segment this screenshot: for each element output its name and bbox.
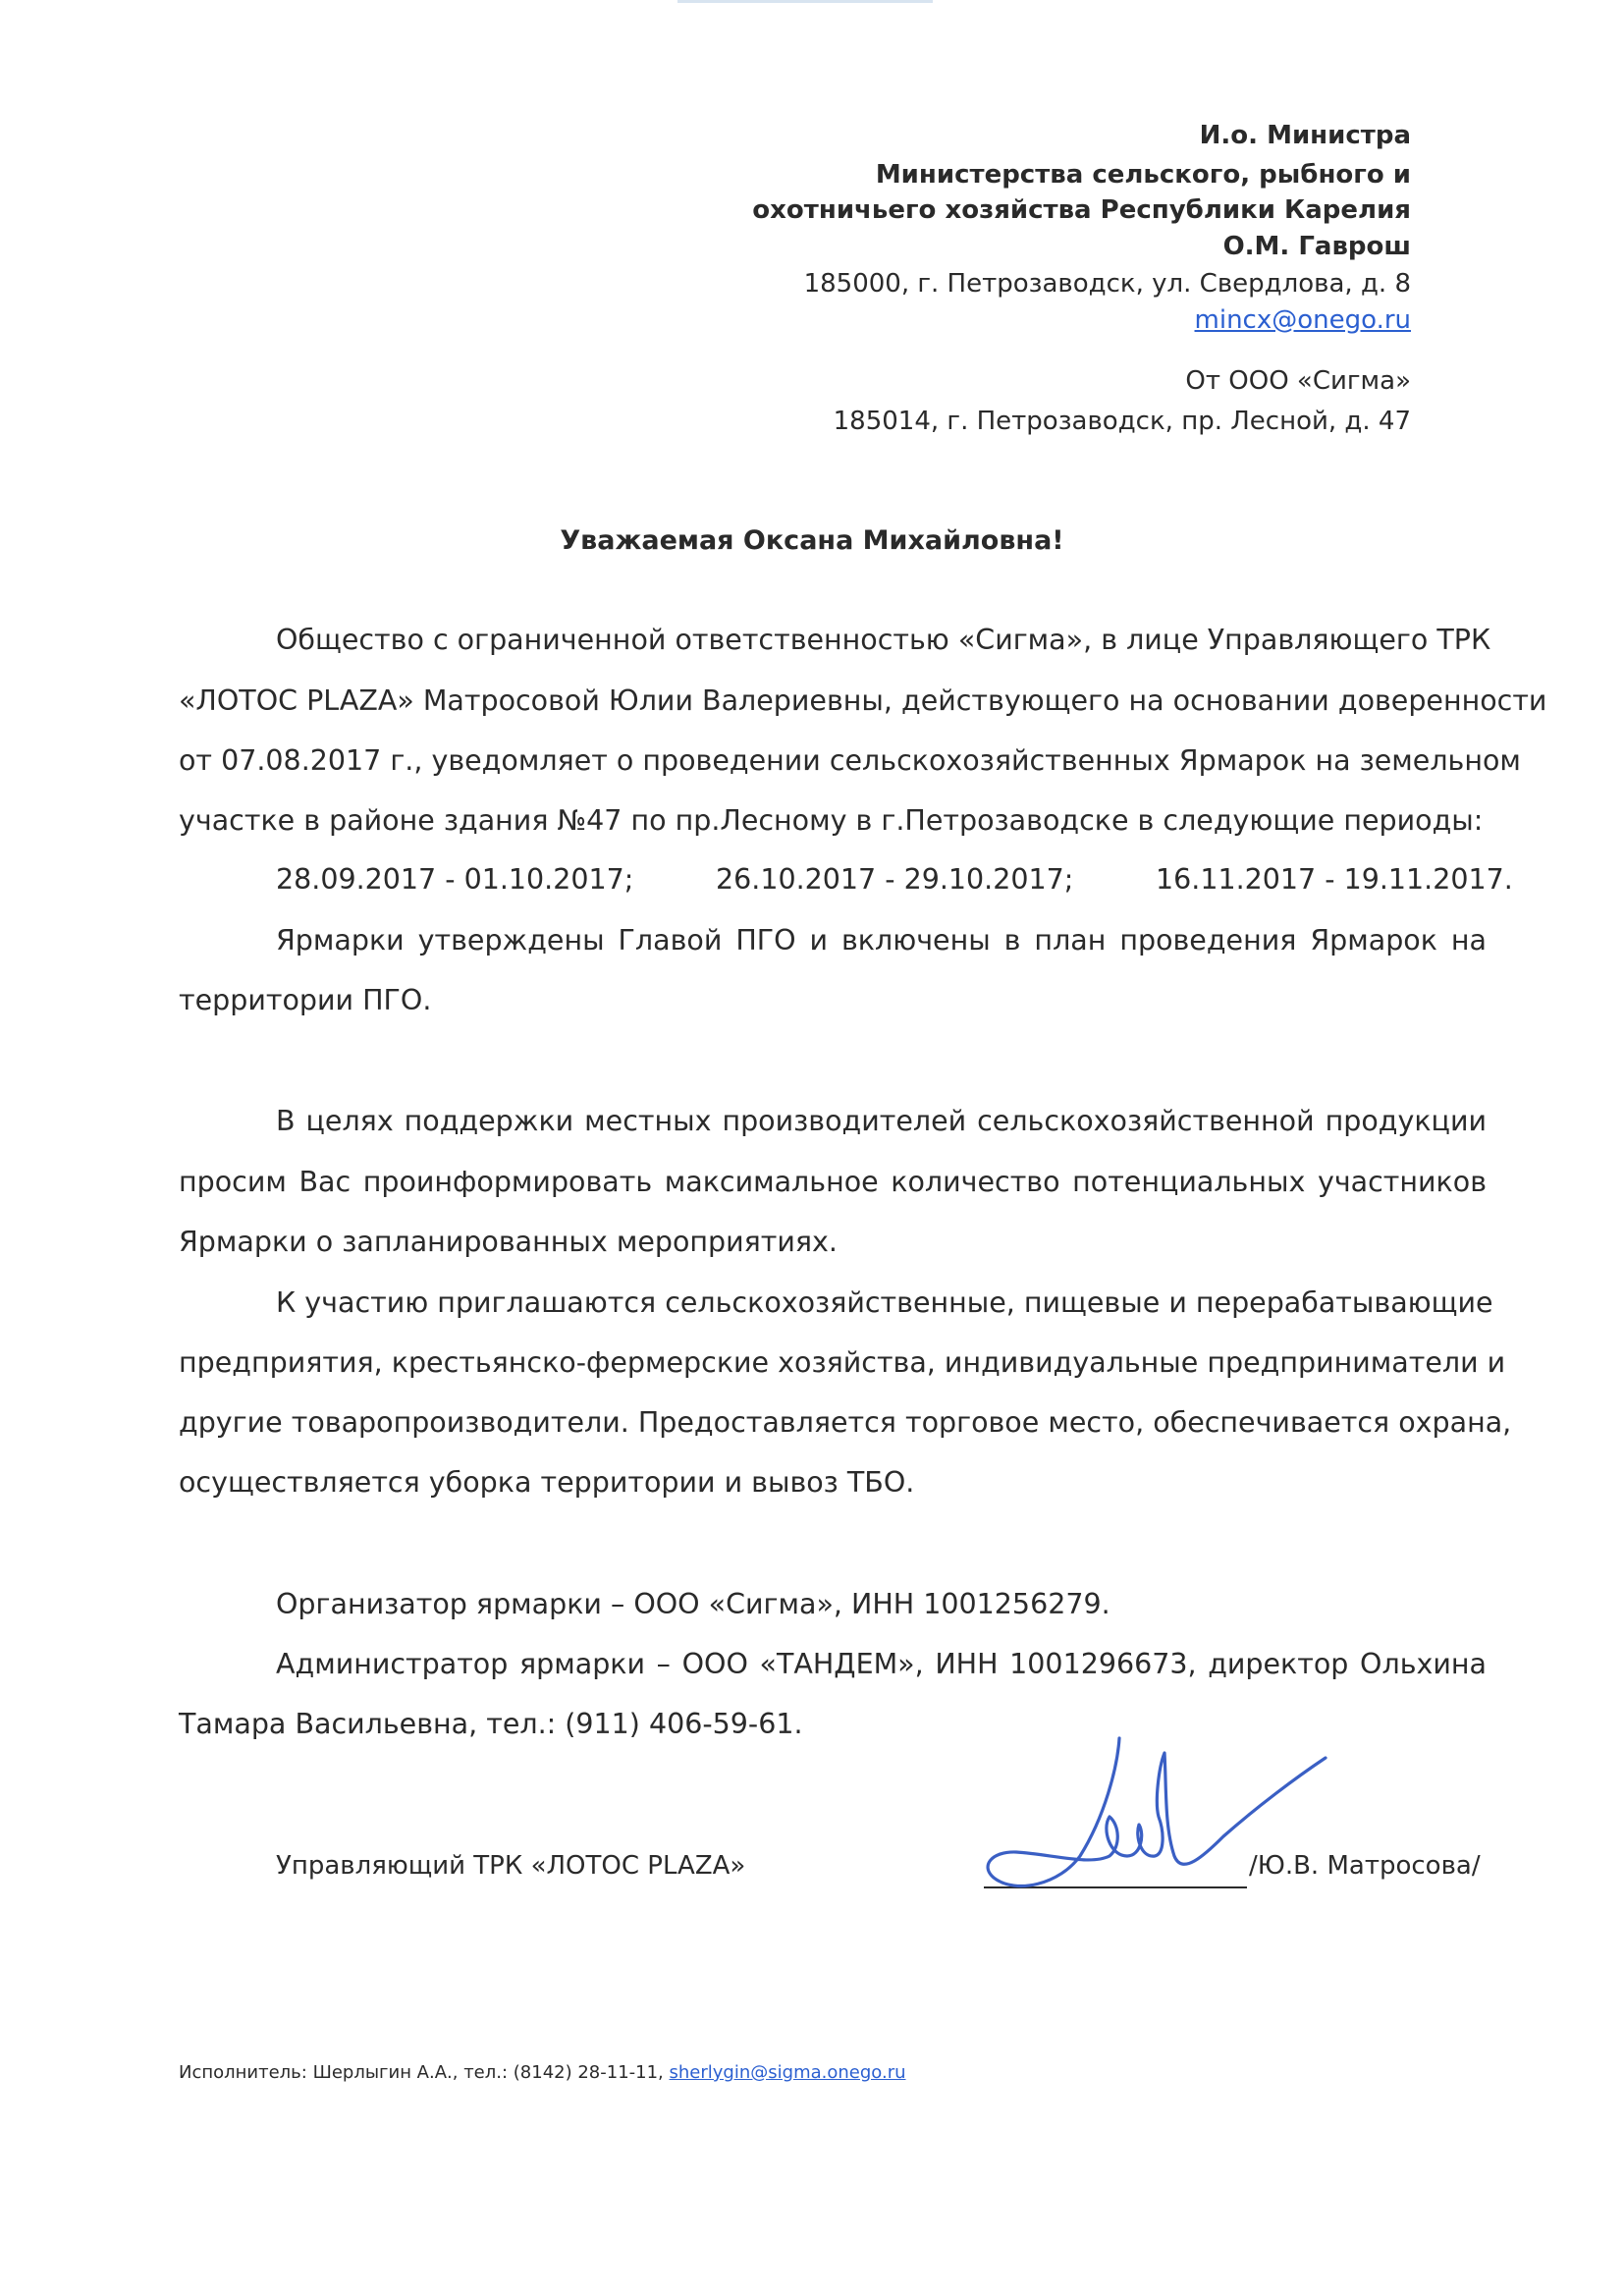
organizer-line: Организатор ярмарки – ООО «Сигма», ИНН 1001256279. [276, 1588, 1110, 1620]
paragraph-line: В целях поддержки местных производителей сельскохозяйственной продукции [276, 1105, 1487, 1137]
recipient-org-line2: охотничьего хозяйства Республики Карелия [752, 195, 1411, 225]
administrator-line: Администратор ярмарки – ООО «ТАНДЕМ», ИНН 1001296673, директор Ольхина [276, 1648, 1487, 1680]
paragraph-line: территории ПГО. [179, 984, 432, 1016]
paragraph-line: Ярмарки утверждены Главой ПГО и включены в план проведения Ярмарок на [276, 924, 1487, 956]
sender-from: От ООО «Сигма» [1185, 366, 1411, 396]
paragraph-line: участке в районе здания №47 по пр.Лесному в г.Петрозаводске в следующие периоды: [179, 804, 1484, 837]
executor-email-link[interactable]: sherlygin@sigma.onego.ru [669, 2062, 906, 2083]
recipient-email-wrap [1195, 307, 1411, 333]
period-3: 16.11.2017 - 19.11.2017. [1156, 863, 1513, 896]
paragraph-line: предприятия, крестьянско-фермерские хозяйства, индивидуальные предприниматели и [179, 1346, 1506, 1379]
period-2: 26.10.2017 - 29.10.2017; [716, 863, 1074, 896]
signatory-name: /Ю.В. Матросова/ [1249, 1851, 1481, 1881]
paragraph-line: от 07.08.2017 г., уведомляет о проведении сельскохозяйственных Ярмарок на земельном [179, 744, 1521, 777]
paragraph-line: Общество с ограниченной ответственностью «Сигма», в лице Управляющего ТРК [276, 624, 1491, 656]
paragraph-line: другие товаропроизводители. Предоставляется торговое место, обеспечивается охрана, [179, 1406, 1512, 1439]
signatory-title: Управляющий ТРК «ЛОТОС PLAZA» [276, 1851, 746, 1881]
paragraph-line: «ЛОТОС PLAZA» Матросовой Юлии Валериевны, действующего на основании доверенности [179, 684, 1547, 717]
paragraph-line: К участию приглашаются сельскохозяйственные, пищевые и перерабатывающие [276, 1286, 1493, 1319]
recipient-email-link[interactable]: mincx@onego.ru [1194, 305, 1411, 335]
executor-info: Исполнитель: Шерлыгин А.А., тел.: (8142) 28-11-11, [179, 2062, 664, 2083]
recipient-name: О.М. Гаврош [1222, 232, 1411, 261]
scan-artifact [677, 0, 933, 3]
recipient-position: И.о. Министра [1199, 121, 1411, 150]
paragraph-line: Ярмарки о запланированных мероприятиях. [179, 1226, 838, 1258]
executor-footer [179, 2062, 906, 2083]
greeting: Уважаемая Оксана Михайловна! [560, 525, 1064, 556]
recipient-org-line1: Министерства сельского, рыбного и [875, 160, 1411, 190]
paragraph-line: осуществляется уборка территории и вывоз ТБО. [179, 1466, 915, 1499]
sender-address: 185014, г. Петрозаводск, пр. Лесной, д. 47 [833, 407, 1411, 436]
period-1: 28.09.2017 - 01.10.2017; [276, 863, 634, 896]
paragraph-line: просим Вас проинформировать максимальное количество потенциальных участников [179, 1166, 1487, 1198]
administrator-line: Тамара Васильевна, тел.: (911) 406-59-61. [179, 1708, 803, 1740]
recipient-address: 185000, г. Петрозаводск, ул. Свердлова, д. 8 [803, 269, 1411, 299]
